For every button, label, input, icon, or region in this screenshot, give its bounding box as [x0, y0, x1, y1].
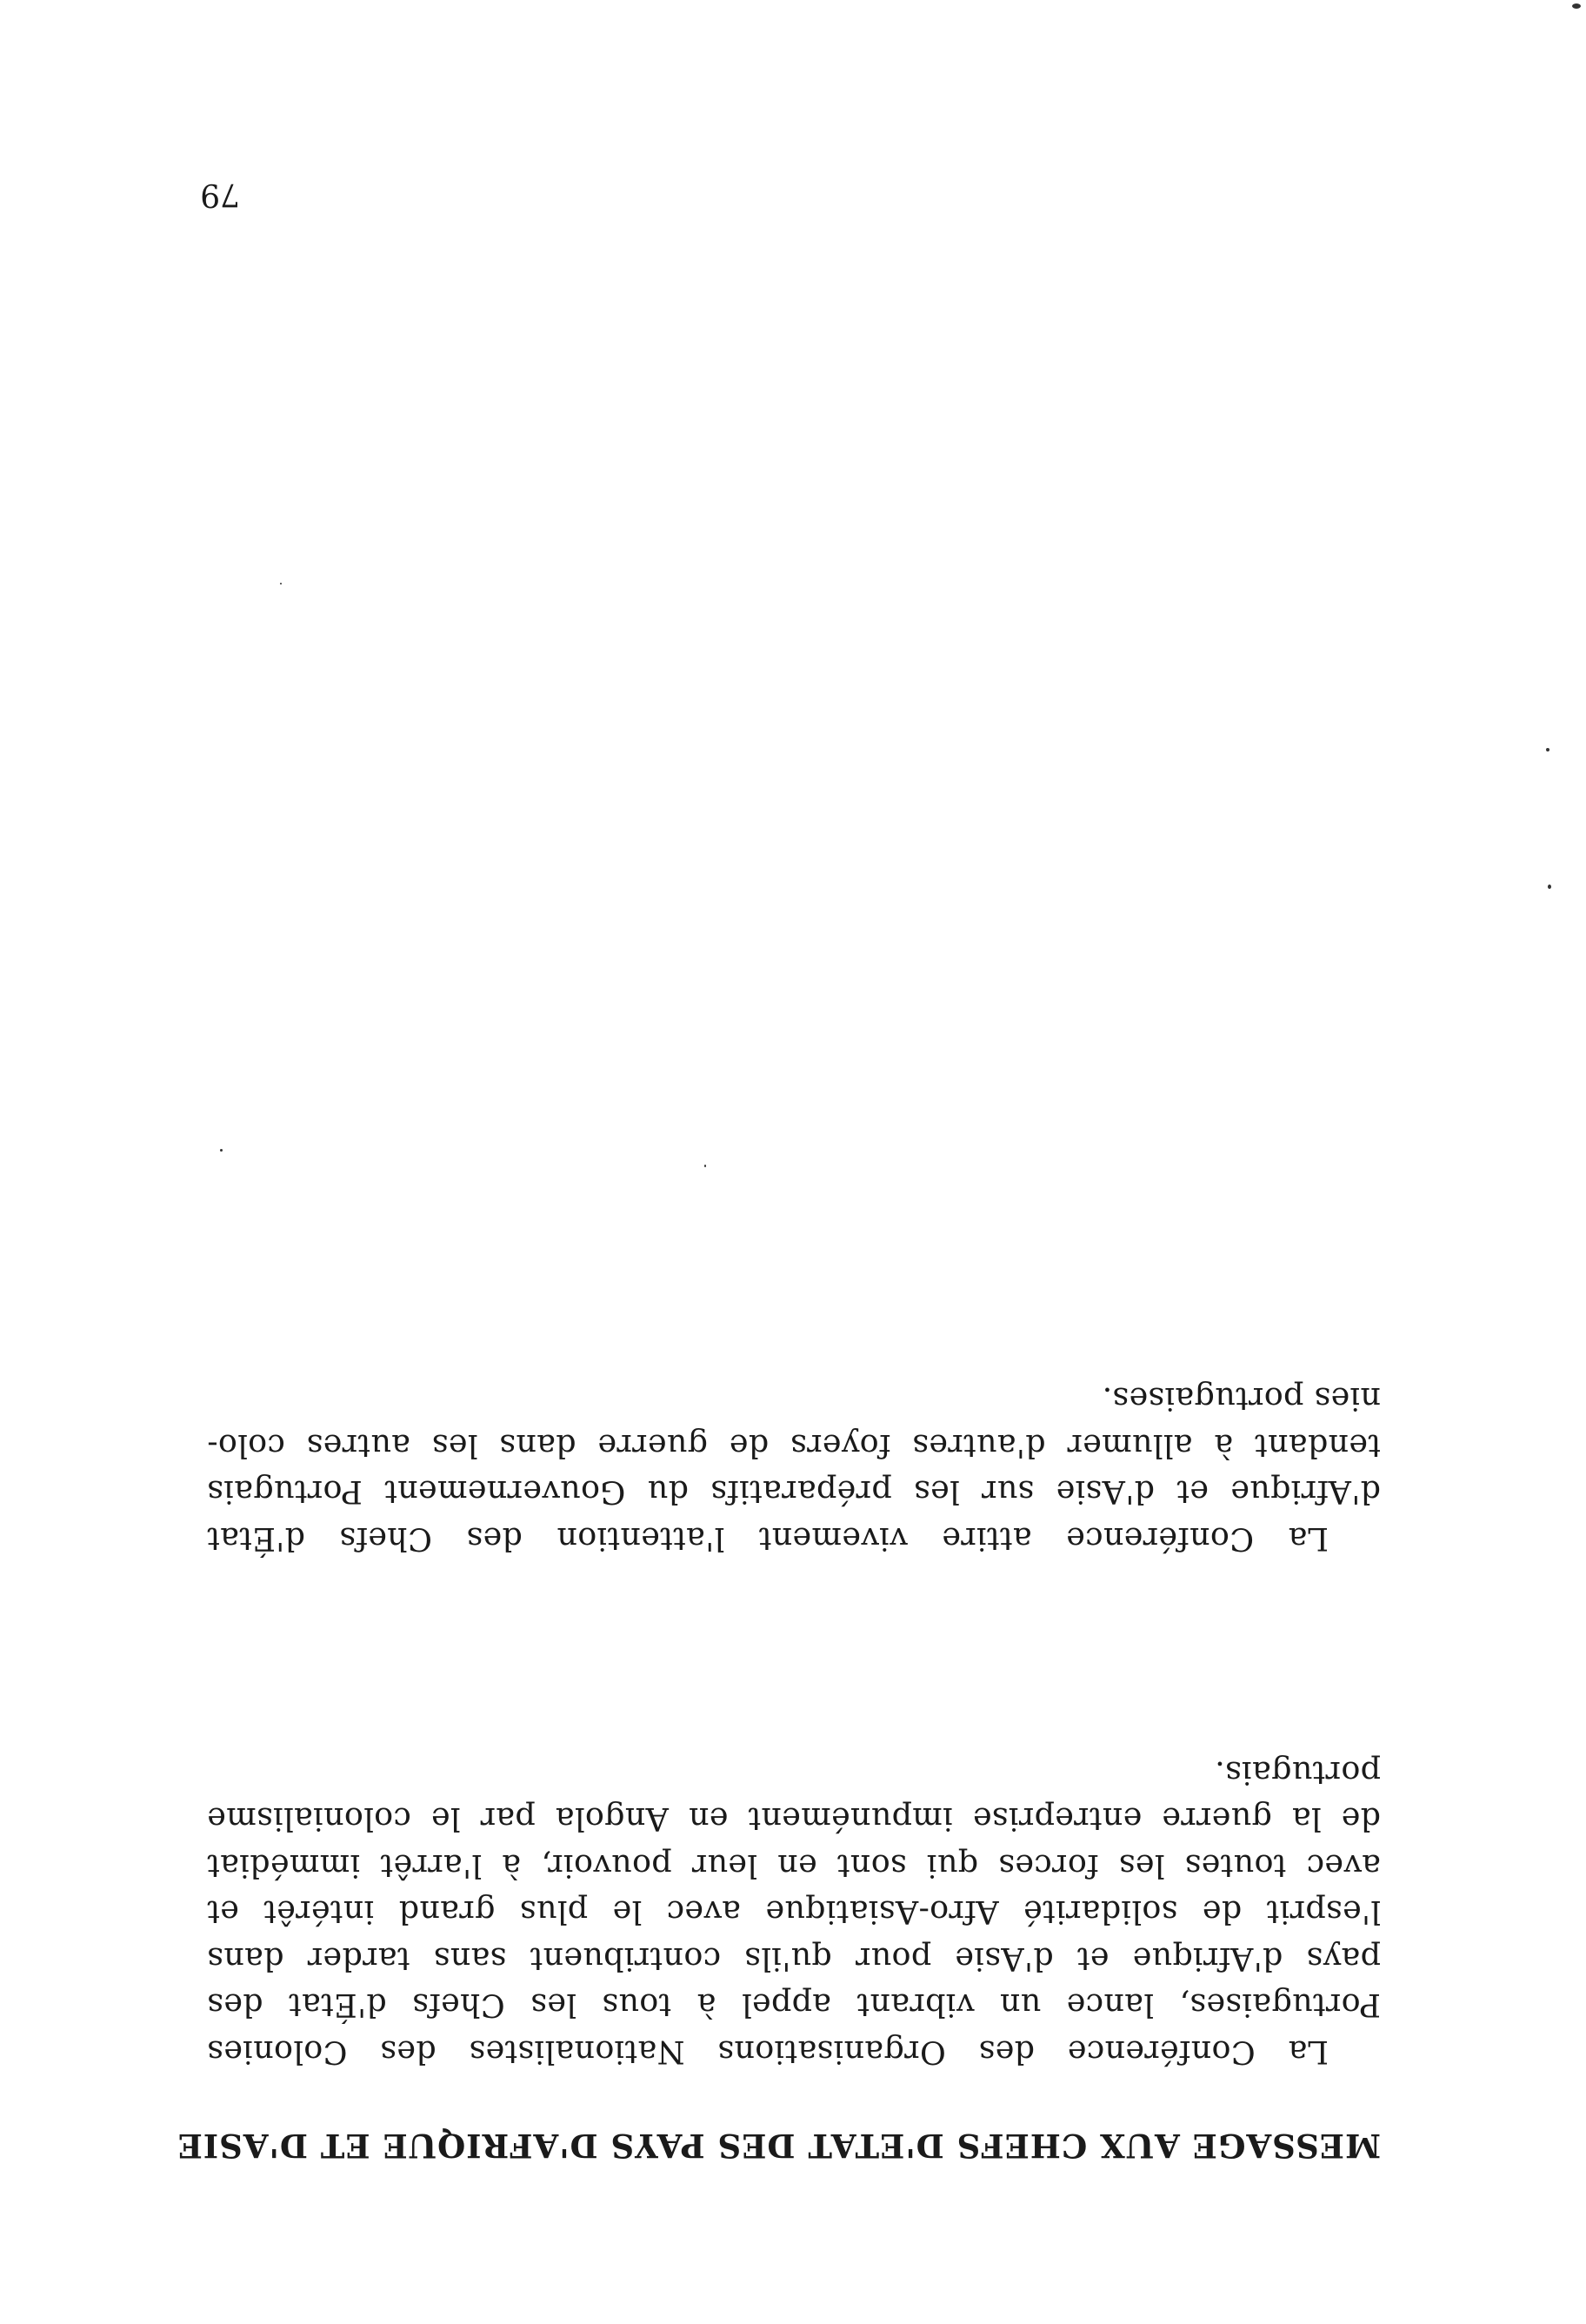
paragraph-line: pays d'Afrique et d'Asie pour qu'ils contribuent sans tarder dans [207, 1940, 1381, 1978]
paragraph-line: Portugaises, lance un vibrant appel à tous les Chefs d'État des [207, 1987, 1381, 2025]
paragraph-line: d'Afrique et d'Asie sur les préparatifs du Gouvernement Portugais [207, 1473, 1381, 1512]
page-title: MESSAGE AUX CHEFS D'ETAT DES PAYS D'AFRIQUE ET D'ASIE [177, 2127, 1381, 2165]
paragraph-2 [207, 1376, 1381, 1562]
scan-speck [1572, 3, 1581, 9]
page-number: 79 [200, 177, 240, 212]
paragraph-1 [207, 1750, 1381, 2076]
scan-speck [704, 1165, 706, 1167]
scan-speck [220, 1149, 223, 1152]
paragraph-line: La Conférence attire vivement l'attention des Chefs d'État [207, 1520, 1329, 1558]
paragraph-line: nies portugaises. [1102, 1380, 1381, 1419]
paragraph-line: avec toutes les forces qui sont en leur pouvoir, à l'arrêt immédiat [207, 1847, 1381, 1885]
paragraph-line: La Conférence des Organisations Nationalistes des Colonies [207, 2033, 1329, 2071]
paragraph-line: de la guerre entreprise impunément en Angola par le colonialisme [207, 1800, 1381, 1839]
paragraph-line: portugais. [1214, 1754, 1381, 1792]
scan-speck [1548, 885, 1551, 889]
paragraph-line: tendant à allumer d'autres foyers de guerre dans les autres colo- [207, 1427, 1381, 1465]
scan-speck [280, 583, 282, 584]
scan-speck [1546, 748, 1549, 751]
paragraph-line: l'esprit de solidarité Afro-Asiatique avec le plus grand intérêt et [207, 1893, 1381, 1932]
